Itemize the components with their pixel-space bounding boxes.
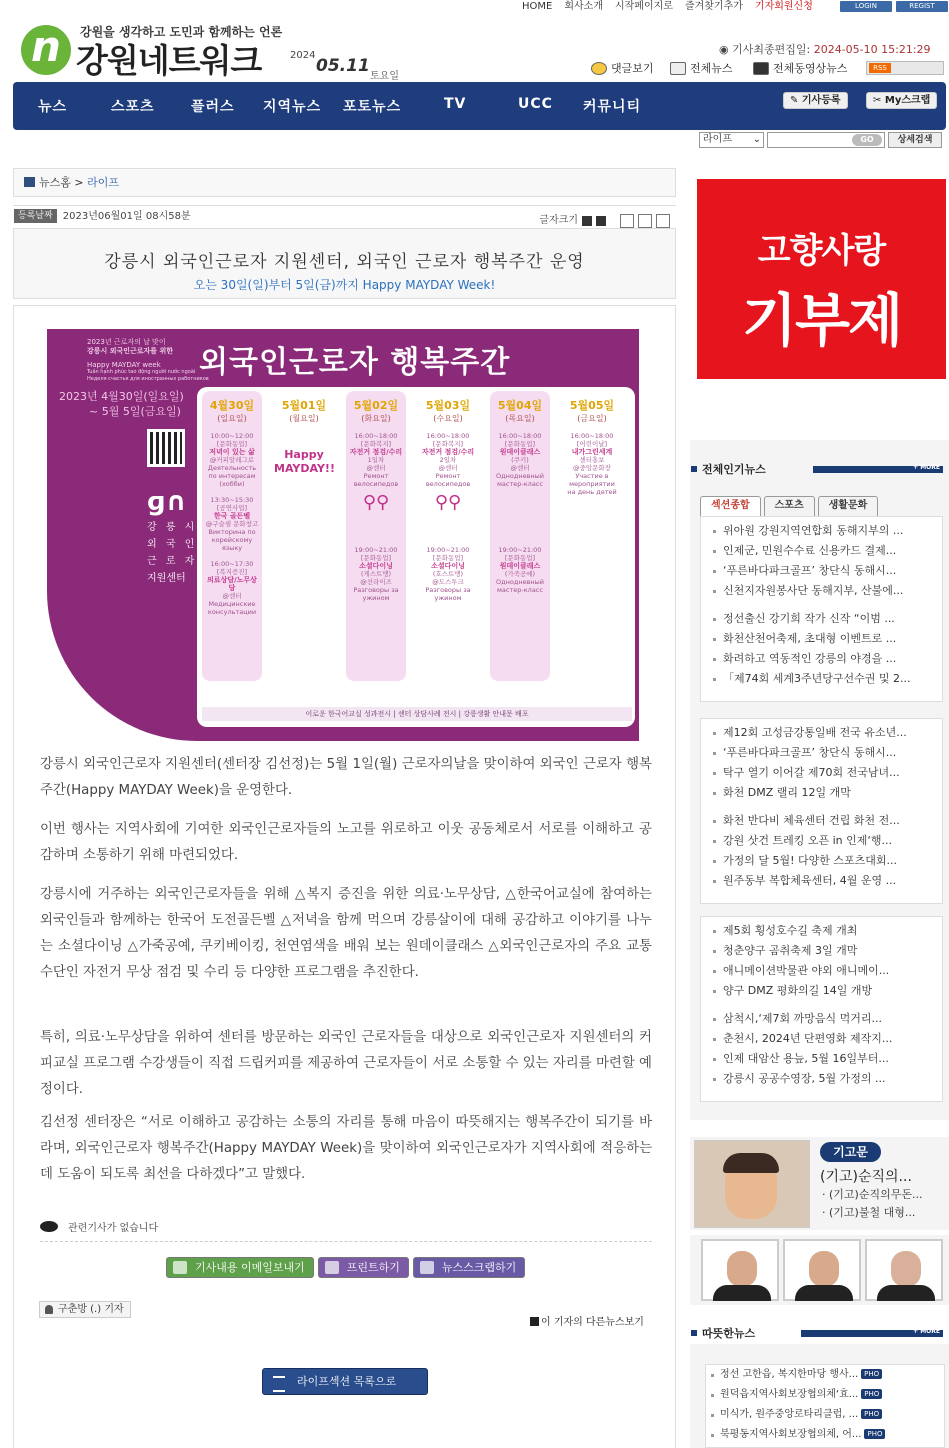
rss-button[interactable] (866, 61, 944, 75)
poster-day (418, 391, 478, 681)
search-category-value: 라이프 (703, 134, 732, 145)
list-item[interactable]: 정선출신 강기희 작가 신작 “이범 ... (709, 609, 942, 629)
list-item[interactable]: · (기고)불철 대형... (822, 1206, 916, 1219)
poster-date-start: 2023년 4월30일(일요일) (59, 390, 184, 403)
culture-news-list (700, 916, 943, 1102)
speech-bubble-icon (40, 1221, 58, 1232)
poster-intro-1: 2023년 근로자의 날 맞이 (87, 338, 166, 346)
related-articles (40, 1219, 158, 1234)
poster-intro-5: Неделя счастья для иностранных работников (87, 376, 209, 382)
date-weekday: 토요일 (370, 71, 399, 82)
all-news-link[interactable] (670, 60, 733, 76)
top-utility-nav (516, 0, 819, 14)
warm-news-list (705, 1364, 945, 1448)
comments-label: 댓글보기 (611, 62, 654, 75)
search-go-button[interactable]: GO (852, 134, 882, 146)
poster-day-events: 16:00~18:00 [어린이날] 내가그린세계 센터홍보 @중앙문화장 Участие в мероприятии на день детей (567, 432, 617, 496)
poster-footer: 이로운 한국어교실 성과전시 | 센터 상담사례 전시 | 강릉생활 안내문 배포 (202, 707, 632, 721)
photo-badge: PHO (864, 1429, 885, 1439)
contributor-thumbnail[interactable] (865, 1239, 943, 1301)
list-item[interactable]: 제5회 횡성호수길 축제 개최 (709, 921, 942, 941)
photo-badge: PHO (861, 1409, 882, 1419)
poster-day-weekday: (일요일) (217, 414, 247, 423)
poster-day (346, 391, 406, 681)
scissors-icon: ✂ (873, 95, 885, 106)
article-submit-button[interactable] (783, 92, 848, 109)
poster-org-name (147, 519, 197, 587)
poster-day-date: 5월03일 (425, 399, 471, 412)
pen-icon: ✎ (790, 95, 802, 106)
all-news-label: 전체뉴스 (690, 62, 733, 75)
list-item[interactable]: 탁구 열기 이어갈 제70회 전국남녀... (709, 763, 942, 783)
detail-search-button[interactable]: 상세검색 (888, 132, 942, 148)
video-icon (753, 62, 769, 75)
poster-day-date: 5월01일 (281, 399, 327, 412)
contributor-photo[interactable] (694, 1140, 810, 1228)
list-item[interactable]: 강릉시 공공수영장, 5월 가정의 ... (709, 1069, 942, 1089)
clock-icon: ◉ (719, 43, 733, 56)
menu-news[interactable]: 뉴스 (38, 99, 68, 115)
list-item[interactable]: 인제군, 민원수수료 신용카드 결제... (709, 541, 942, 561)
font-size-label: 글자크기 (539, 215, 578, 226)
poster-date-end: ~ 5월 5일(금요일) (89, 405, 181, 418)
list-item[interactable]: 원덕읍지역사회보장협의체‘효... PHO (706, 1385, 944, 1405)
warm-news-title: 따뜻한뉴스 (702, 1327, 756, 1340)
article-paragraph: 이번 행사는 지역사회에 기여한 외국인근로자들의 노고를 위로하고 이웃 공동체로서 서로를 이해하고 공감하며 소통하기 위해 마련되었다. (40, 822, 652, 863)
list-item[interactable]: ‘푸른바다파크골프’ 창단식 동해시... (709, 561, 942, 581)
list-item[interactable]: 청춘양구 곰취축제 3일 개막 (709, 941, 942, 961)
scrap-button[interactable]: 뉴스스크랩하기 (413, 1257, 525, 1278)
more-by-reporter-link[interactable] (530, 1313, 644, 1328)
warm-news-header (691, 1325, 946, 1341)
poster-day-date: 4월30일 (209, 399, 255, 412)
scrap-icon[interactable] (656, 214, 670, 228)
list-item[interactable]: 정선 고한읍, 복지한마당 행사... PHO (706, 1365, 944, 1385)
all-video-link[interactable] (753, 60, 847, 76)
email-article-button[interactable]: 기사내용 이메일보내기 (166, 1257, 314, 1278)
article-title: 강릉시 외국인근로자 지원센터, 외국인 근로자 행복주간 운영 (104, 252, 585, 272)
comments-link[interactable] (591, 60, 654, 76)
poster-org-line-1: 강 릉 시 (147, 522, 198, 533)
avatar-hair (723, 1153, 779, 1173)
list-item[interactable]: · (기고)순직의무돈... (822, 1188, 923, 1201)
list-item[interactable]: 북평동지역사회보장협의체, 어... PHO (706, 1425, 944, 1445)
menu-tv[interactable]: TV (444, 96, 467, 112)
poster-day-weekday: (월요일) (289, 414, 319, 423)
tab-section-all[interactable]: 섹션종합 (700, 496, 761, 516)
poster-day-events: 10:00~12:00 [문화동업] 저녁이 있는 삶 @커피알레그로 Деятельность по интересам (хобби) 13:30~15:30 [공연사업] 한국 골든벨 @구슬셈 문화창고 Викторина по корейскому языку 16:00~17:30 [복지증진] 의료상담/노무상담 @센터 Медицинские консультации (205, 432, 259, 616)
poster-day-events: 16:00~18:00 [문화복지] 자전거 점검/수리 2일차 @센터 Ремонт велосипедов ⚲⚲ 19:00~21:00 [문화동업] 소셜다이닝 (호스트맹) @도스투크 Разговоры за ужином (421, 432, 475, 602)
menu-photo-news[interactable]: 포토뉴스 (343, 99, 402, 115)
related-articles-text: 관련기사가 없습니다 (68, 1223, 159, 1234)
qr-code-icon (147, 429, 185, 467)
photo-badge: PHO (861, 1369, 882, 1379)
article-action-buttons (166, 1257, 525, 1278)
ad-line-1: 고향사랑 (757, 231, 886, 271)
contribution-title[interactable]: (기고)순직의... (820, 1169, 912, 1185)
my-scrap-label: My스크랩 (884, 95, 931, 106)
reporter-name[interactable]: 구춘방 (.) 기자 (39, 1301, 131, 1318)
comment-icon (591, 62, 607, 75)
poster-title: 외국인근로자 행복주간 (199, 345, 511, 380)
list-item[interactable]: 인제 대암산 용늪, 5월 16일부터... (709, 1049, 942, 1069)
list-item[interactable]: 화천 반다비 체육센터 건립 화천 전... (709, 811, 942, 831)
breadcrumb (13, 168, 676, 197)
list-item[interactable]: 원주동부 복합체육센터, 4월 운영 ... (709, 871, 942, 891)
popular-news-header (691, 461, 946, 477)
poster-day (562, 391, 622, 681)
article-header (13, 228, 676, 299)
register-button[interactable]: REGIST (896, 1, 948, 12)
menu-community[interactable]: 커뮤니티 (583, 99, 642, 115)
poster-day-events: 16:00~18:00 [문화동업] 원데이클래스 (쿠키) @센터 Однодневный мастер-класс 19:00~21:00 [문화동업] 원데이클래스 (가죽공예) Однодневный мастер-класс (495, 432, 545, 594)
contribution-list (822, 1186, 922, 1222)
poster-org-line-3: 근 로 자 (147, 556, 198, 567)
list-item[interactable]: 신천지자원봉사단 동해지부, 산불에... (709, 581, 942, 601)
list-item[interactable]: 제12회 고성금강통일배 전국 유소년... (709, 723, 942, 743)
list-item[interactable]: 「제74회 세계3주년당구선수권 및 2... (709, 669, 942, 689)
poster-org-line-2: 외 국 인 (147, 539, 198, 550)
font-increase-icon[interactable] (582, 216, 592, 226)
photo-badge: PHO (861, 1389, 882, 1399)
login-button[interactable]: LOGIN (840, 1, 892, 12)
article-paragraph: 특히, 의료·노무상담을 위하여 센터를 방문하는 외국인 근로자들을 대상으로 외국인근로자 지원센터의 커피교실 프로그램 수강생들이 직접 드립커피를 제공하여 근로자들이 서로 소통할 수 있는 자리를 마련할 예정이다. (40, 1030, 652, 1097)
poster-intro-3: Happy MAYDAY week (87, 361, 161, 369)
poster-day-weekday: (화요일) (361, 414, 391, 423)
search-category-select[interactable] (699, 132, 764, 148)
list-item[interactable]: 화려하고 역동적인 강릉의 야경을 ... (709, 649, 942, 669)
popular-news-list (700, 516, 943, 702)
poster-day-date: 5월05일 (569, 399, 615, 412)
list-item[interactable]: 미식가, 원주중앙로타리클럽, ... PHO (706, 1405, 944, 1425)
email-icon[interactable] (620, 214, 634, 228)
poster-day (202, 391, 262, 681)
breadcrumb-category[interactable]: 라이프 (87, 176, 119, 189)
list-item[interactable]: 삼척시,‘제7회 까망음식 먹거리... (709, 1009, 942, 1029)
center-logo-icon: ɡ∩ (147, 487, 187, 517)
article-paragraph: 김선정 센터장은 “서로 이해하고 공감하는 소통의 자리를 통해 마음이 따뜻해지는 행복주간이 되기를 바라며, 외국인근로자 행복주간(Happy MAYDAY Week)을 맞이하여 외국인근로자가 지역사회에 적응하는 데 도움이 되도록 최선을 다하겠다”고 말했다. (40, 1115, 652, 1182)
logo-name[interactable]: 강원네트워크 (76, 41, 262, 80)
menu-ucc[interactable]: UCC (518, 96, 553, 112)
more-by-reporter-label: 이 기자의 다른뉴스보기 (541, 1317, 644, 1328)
ad-line-2: 기부제 (741, 288, 902, 354)
poster-date-range (59, 389, 184, 419)
ad-banner[interactable] (697, 179, 946, 379)
list-item[interactable]: 애니메이션박물관 야외 애니메이... (709, 961, 942, 981)
divider (40, 1241, 652, 1242)
chevron-down-icon: ⌄ (752, 134, 761, 145)
bullet-icon (691, 466, 697, 472)
search-bar (699, 132, 942, 148)
plus-icon (530, 1317, 539, 1326)
more-link[interactable]: + MORE (913, 1328, 940, 1335)
poster-day-weekday: (목요일) (505, 414, 535, 423)
menu-local-news[interactable]: 지역뉴스 (263, 99, 322, 115)
article-body (13, 305, 676, 1448)
edit-info-value: 2024-05-10 15:21:29 (813, 43, 931, 56)
logo-slogan: 강원을 생각하고 도민과 함께하는 언론 (80, 25, 283, 39)
edit-info (719, 41, 931, 57)
print-icon[interactable] (638, 214, 652, 228)
print-button[interactable]: 프린트하기 (318, 1257, 409, 1278)
list-item[interactable]: 양구 DMZ 평화의길 14일 개방 (709, 981, 942, 1001)
list-item[interactable]: 화천산천어축제, 초대형 이벤트로 ... (709, 629, 942, 649)
list-item[interactable]: 강원 삿건 트레킹 오픈 in 인제‘행... (709, 831, 942, 851)
bullet-icon (691, 1330, 697, 1336)
article-meta (13, 205, 676, 227)
tab-sports[interactable]: 스포츠 (764, 496, 815, 516)
list-item[interactable]: 춘천시, 2024년 단편영화 제작지... (709, 1029, 942, 1049)
edit-info-label: 기사최종편집일: (732, 43, 811, 56)
nav-company-link[interactable]: 회사소개 (564, 1, 603, 12)
poster-intro-2: 강릉시 외국인근로자를 위한 (87, 347, 174, 355)
list-item[interactable]: 화천 DMZ 랠리 12일 개막 (709, 783, 942, 803)
article-paragraph: 강릉시에 거주하는 외국인근로자들을 위해 △복지 증진을 위한 의료·노무상담, △한국어교실에 참여하는 외국인들과 함께하는 한국어 도전골든벨 △저녁을 함께 먹으며 강릉살이에 대해 공감하고 이야기를 나누는 소셜다이닝 △가죽공예, 쿠키베이킹, 천연염색을 배워 보는 원데이클래스 △외국인근로자의 주요 교통수단인 자전거 무상 점검 및 수리 등 다양한 프로그램을 추진한다. (40, 887, 652, 980)
menu-sports[interactable]: 스포츠 (111, 99, 155, 115)
article-paragraph: 강릉시 외국인근로자 지원센터(센터장 김선정)는 5월 1일(월) 근로자의날을 맞이하여 외국인 근로자 행복주간(Happy MAYDAY Week)을 운영한다. (40, 757, 652, 798)
poster-day-events: 16:00~18:00 [문화복지] 자전거 점검/수리 1일차 @센터 Ремонт велосипедов ⚲⚲ 19:00~21:00 [문화동업] 소셜다이닝 (게스트맹) @선라이즈 Разговоры за ужином (349, 432, 403, 602)
list-item[interactable]: ‘푸른바다파크골프’ 창단식 동해시... (709, 743, 942, 763)
poster-day (274, 391, 334, 681)
poster-day-date: 5월04일 (497, 399, 543, 412)
poster-intro-4: Tuần hạnh phúc tao động người nước ngoài (87, 369, 196, 375)
contributor-thumbnail[interactable] (701, 1239, 779, 1301)
poster-day-date: 5월02일 (353, 399, 399, 412)
poster-day-weekday: (금요일) (577, 414, 607, 423)
rss-icon: RSS (869, 63, 891, 73)
section-list-button[interactable]: 라이프섹션 목록으로 (262, 1368, 428, 1395)
logo-mark[interactable]: n (21, 25, 71, 75)
all-video-label: 전체동영상뉴스 (773, 62, 848, 75)
article-submit-label: 기사등록 (801, 95, 841, 106)
poster-org-line-4: 지원센터 (147, 573, 186, 584)
article-poster-image (47, 329, 639, 741)
bicycle-icon: ⚲⚲ (362, 492, 390, 513)
date-month-day: 05.11 (316, 56, 370, 76)
breadcrumb-separator: > (74, 176, 84, 189)
poster-day (490, 391, 550, 681)
popular-news-title: 전체인기뉴스 (702, 463, 766, 476)
list-item[interactable]: 가정의 달 5월! 다양한 스포츠대회... (709, 851, 942, 871)
nav-bookmark-link[interactable]: 즐겨찾기추가 (684, 1, 743, 12)
bicycle-icon: ⚲⚲ (434, 492, 462, 513)
poster-schedule-panel (197, 387, 635, 727)
tab-life-culture[interactable]: 생활문화 (818, 496, 879, 516)
contributor-thumbnail[interactable] (783, 1239, 861, 1301)
my-scrap-button[interactable] (866, 92, 937, 109)
more-link[interactable]: + MORE (913, 464, 940, 471)
nav-home-link[interactable]: HOME (522, 1, 553, 12)
nav-reporter-signup-link[interactable]: 기자회원신청 (754, 1, 813, 12)
date-year: 2024 (290, 50, 316, 61)
font-decrease-icon[interactable] (596, 216, 606, 226)
menu-plus[interactable]: 플러스 (191, 99, 235, 115)
popular-tabs (700, 496, 878, 516)
contribution-badge: 기고문 (820, 1142, 881, 1162)
search-input[interactable] (767, 132, 885, 148)
sports-news-list (700, 718, 943, 904)
news-icon (670, 62, 686, 75)
breadcrumb-home[interactable]: 뉴스홈 (39, 176, 71, 189)
poster-day-weekday: (수요일) (433, 414, 463, 423)
article-datetime: 2023년06월01일 08시58분 (62, 211, 191, 222)
article-subtitle: 오는 30일(일)부터 5일(금)까지 Happy MAYDAY Week! (193, 278, 496, 292)
list-item[interactable]: 위아원 강원지역연합회 동해지부의 ... (709, 521, 942, 541)
home-icon (24, 177, 35, 187)
date-badge: 등록날짜 (14, 209, 57, 223)
poster-mayday-text: Happy MAYDAY!! (274, 448, 335, 475)
nav-startpage-link[interactable]: 시작페이지로 (614, 1, 673, 12)
